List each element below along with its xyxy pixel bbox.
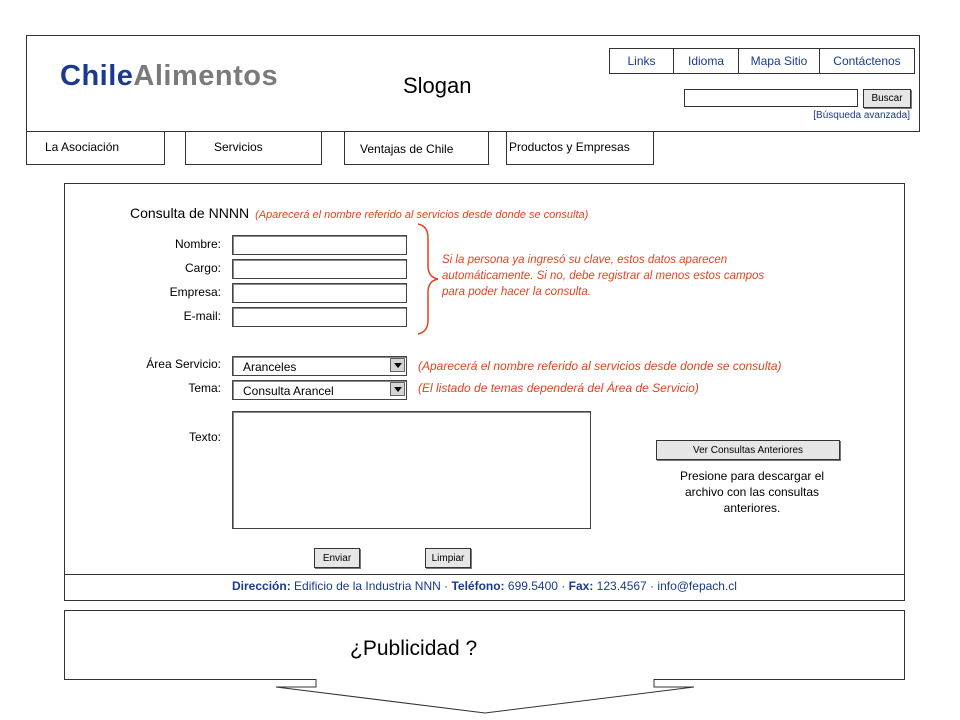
email-field[interactable] <box>232 307 407 327</box>
logo-part-chile: Chile <box>60 60 134 92</box>
slogan: Slogan <box>403 73 472 98</box>
form-title-text: Consulta de NNNN <box>130 205 250 221</box>
footer-divider <box>64 574 905 575</box>
tema-value: Consulta Arancel <box>243 384 334 398</box>
label-email: E-mail: <box>183 309 221 323</box>
search-button[interactable]: Buscar <box>863 89 911 108</box>
form-title-note: (Aparecerá el nombre referido al servicios desde donde se consulta) <box>255 209 589 221</box>
brace-icon <box>414 222 440 336</box>
tab-label: Ventajas de Chile <box>360 142 454 156</box>
tab-ventajas-de-chile[interactable] <box>344 131 489 165</box>
area-servicio-note: (Aparecerá el nombre referido al servicios desde donde se consulta) <box>418 359 782 373</box>
nombre-field[interactable] <box>232 235 407 255</box>
ver-consultas-anteriores-button[interactable]: Ver Consultas Anteriores <box>656 440 840 460</box>
tab-servicios[interactable] <box>185 131 322 165</box>
tab-label: Servicios <box>214 140 263 154</box>
tab-label: Productos y Empresas <box>509 140 630 154</box>
chevron-down-icon[interactable] <box>390 382 405 396</box>
label-texto: Texto: <box>188 430 221 444</box>
top-link-links[interactable]: Links <box>610 49 674 73</box>
tab-productos-y-empresas[interactable] <box>506 131 654 165</box>
area-servicio-value: Aranceles <box>243 360 297 374</box>
footer-dir-value: Edificio de la Industria NNN <box>294 579 441 593</box>
enviar-button[interactable]: Enviar <box>314 548 360 568</box>
tema-select[interactable] <box>232 380 407 400</box>
label-area-servicio: Área Servicio: <box>146 357 221 371</box>
texto-textarea[interactable] <box>232 411 591 529</box>
top-link-idioma[interactable]: Idioma <box>674 49 739 73</box>
form-title <box>130 205 588 221</box>
chevron-down-icon[interactable] <box>390 358 405 372</box>
down-arrow-shape <box>270 678 700 716</box>
footer-fax-value: 123.4567 <box>596 579 647 593</box>
tema-note: (El listado de temas dependerá del Área de Servicio) <box>418 381 699 395</box>
top-links-bar <box>609 48 915 74</box>
search-input[interactable] <box>684 89 858 107</box>
footer-email-link[interactable]: info@fepach.cl <box>657 579 737 593</box>
advanced-search-link[interactable]: [Búsqueda avanzada] <box>813 110 910 121</box>
empresa-field[interactable] <box>232 283 407 303</box>
top-link-mapa-sitio[interactable]: Mapa Sitio <box>739 49 820 73</box>
footer-dir-label: Dirección: <box>232 579 291 593</box>
footer-tel-label: Teléfono: <box>451 579 505 593</box>
site-logo[interactable] <box>60 60 278 93</box>
autofill-info-note: Si la persona ya ingresó su clave, estos datos aparecen automáticamente. Si no, debe registrar al menos estos campos para poder hacer la consulta. <box>442 254 765 298</box>
cargo-field[interactable] <box>232 259 407 279</box>
label-nombre: Nombre: <box>174 237 221 251</box>
footer-contact: Dirección: Edificio de la Industria NNN · Teléfono: 699.5400 · Fax: 123.4567 · info@fepach.cl <box>232 579 737 593</box>
area-servicio-select[interactable] <box>232 356 407 376</box>
publicity-panel <box>64 610 905 680</box>
footer-fax-label: Fax: <box>568 579 594 593</box>
logo-part-alimentos: Alimentos <box>133 60 279 92</box>
prev-consultas-note: Presione para descargar el archivo con las consultas anteriores. <box>679 469 825 515</box>
limpiar-button[interactable]: Limpiar <box>425 548 471 568</box>
tab-label: La Asociación <box>45 140 120 154</box>
label-cargo: Cargo: <box>184 261 221 275</box>
footer-tel-value: 699.5400 <box>507 579 558 593</box>
publicity-text: ¿Publicidad ? <box>350 637 478 660</box>
label-empresa: Empresa: <box>169 285 221 299</box>
tab-la-asociacion[interactable] <box>26 131 165 165</box>
top-link-contactenos[interactable]: Contáctenos <box>833 54 901 68</box>
label-tema: Tema: <box>188 381 221 395</box>
